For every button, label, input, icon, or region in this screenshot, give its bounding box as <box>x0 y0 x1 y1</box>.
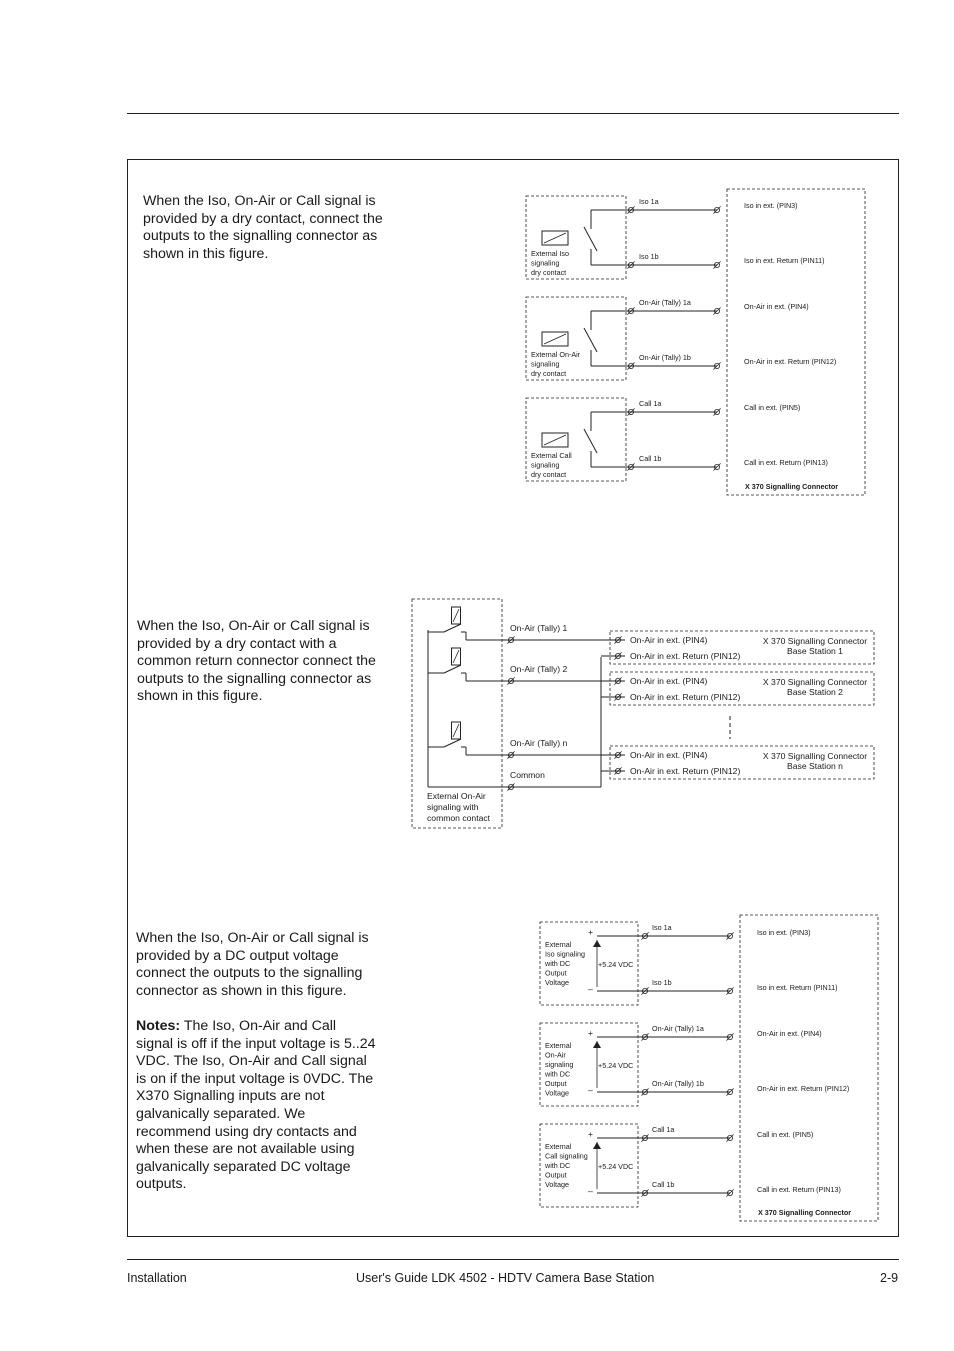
connector-label: X 370 Signalling Connector <box>758 1208 852 1217</box>
base-station-name: Base Station 1 <box>787 646 843 656</box>
section3-paragraph: When the Iso, On-Air or Call signal is provided by a DC output voltage connect the outputs to the signalling connector as shown in this figure. <box>136 930 369 999</box>
diagram-label: Iso in ext. (PIN3) <box>757 928 811 937</box>
dc-box-label: Output <box>545 968 567 978</box>
diagram-label: On-Air (Tally) 1a <box>652 1024 704 1033</box>
notes-text: The Iso, On-Air and Call signal is off if the input voltage is 5..24 VDC. The Iso, On-Air and Call signal is on if the input voltage is 0VDC. The X370 Signalling inputs are not galvanically separated. We recommend using dry contacts and when these are not available using galvanically separated DC voltage outputs. <box>136 1017 376 1193</box>
pin-label: On-Air in ext. (PIN4) <box>630 676 708 686</box>
switch-blade <box>444 739 461 747</box>
common-line-label: Common <box>510 770 545 780</box>
dc-box-label: Voltage <box>545 1088 569 1098</box>
contact-box-label: signaling <box>531 460 560 470</box>
contact-box-label: signaling <box>531 359 560 369</box>
connector-box <box>740 915 878 1221</box>
page-number: 2-9 <box>880 1271 899 1285</box>
diagram-label: Iso in ext. (PIN3) <box>744 201 798 210</box>
pin-label: On-Air in ext. Return (PIN12) <box>630 766 741 776</box>
section1-paragraph: When the Iso, On-Air or Call signal is provided by a dry contact, connect the outputs to the signalling connector as shown in this figure. <box>143 193 383 262</box>
diagram-label: On-Air in ext. Return (PIN12) <box>757 1084 850 1093</box>
dc-box-label: Voltage <box>545 978 569 987</box>
tally-line-label: On-Air (Tally) 1 <box>510 623 568 633</box>
voltage-label: +5.24 VDC <box>598 960 634 969</box>
connector-label: X 370 Signalling Connector <box>745 482 839 491</box>
relay-diagonal <box>544 233 566 243</box>
footer-rule <box>127 1259 899 1260</box>
footer-title: User's Guide LDK 4502 - HDTV Camera Base Station <box>356 1271 655 1285</box>
diagram-label: On-Air in ext. (PIN4) <box>757 1029 822 1038</box>
connector-title: X 370 Signalling Connector <box>762 677 868 687</box>
footer-section: Installation <box>127 1271 187 1285</box>
diagram-label: On-Air in ext. (PIN4) <box>744 302 809 311</box>
plus-sign: + <box>588 927 594 937</box>
plus-sign: + <box>588 1028 594 1038</box>
diagram-label: Iso 1b <box>652 978 672 987</box>
arrow-head <box>593 1142 601 1149</box>
switch-blade <box>584 429 597 453</box>
diagram-label: Iso in ext. Return (PIN11) <box>744 256 825 265</box>
voltage-label: +5.24 VDC <box>598 1162 634 1171</box>
relay-diagonal <box>544 334 566 344</box>
contact-box-label: dry contact <box>531 470 567 479</box>
switch-blade <box>444 665 461 673</box>
diagram-label: Call 1a <box>652 1125 675 1134</box>
base-station-name: Base Station 2 <box>787 687 843 697</box>
arrow-head <box>593 1041 601 1048</box>
dc-box-label: Output <box>545 1079 567 1088</box>
contact-box-label: dry contact <box>531 268 567 277</box>
connector-title: X 370 Signalling Connector <box>762 751 868 761</box>
relay-diagonal <box>453 650 459 663</box>
dc-box-label: Voltage <box>545 1180 569 1189</box>
voltage-label: +5.24 VDC <box>598 1061 634 1070</box>
relay-diagonal <box>544 435 566 445</box>
pin-label: On-Air in ext. (PIN4) <box>630 635 708 645</box>
contact-box-label: External Iso <box>531 249 569 258</box>
minus-sign: – <box>588 984 593 994</box>
diagram-label: On-Air in ext. Return (PIN12) <box>744 357 837 366</box>
diagram-label: On-Air (Tally) 1a <box>639 298 691 307</box>
contact-box-label: External Call <box>531 451 572 460</box>
dc-box-label: with DC <box>545 1161 571 1170</box>
dc-box-label: signaling <box>545 1060 574 1069</box>
diagram-label: Call in ext. (PIN5) <box>744 403 801 412</box>
dc-box-label: Iso signaling <box>545 949 585 959</box>
connector-title: X 370 Signalling Connector <box>762 636 868 646</box>
dc-box-label: with DC <box>545 1069 571 1079</box>
section2-paragraph: When the Iso, On-Air or Call signal is provided by a dry contact with a common return connector connect the outputs to the signalling connector as shown in this figure. <box>137 618 376 705</box>
pin-label: On-Air in ext. Return (PIN12) <box>630 692 741 702</box>
dc-box-label: On-Air <box>545 1050 566 1060</box>
dc-box-label: Call signaling <box>545 1151 588 1161</box>
contact-box-label: dry contact <box>531 369 567 378</box>
dc-box-label: External <box>545 940 572 949</box>
minus-sign: – <box>588 1186 593 1196</box>
diagram-label: On-Air (Tally) 1b <box>639 353 691 362</box>
diagram-label: Iso 1b <box>639 252 659 261</box>
switch-blade <box>584 227 597 251</box>
minus-sign: – <box>588 1085 593 1095</box>
relay-diagonal <box>453 609 459 622</box>
diagram-label: Call 1b <box>639 454 662 463</box>
common-box-label: common contact <box>427 813 491 823</box>
notes-label: Notes: <box>136 1017 181 1034</box>
relay-diagonal <box>453 724 459 737</box>
diagram-label: On-Air (Tally) 1b <box>652 1079 704 1088</box>
diagram-label: Iso 1a <box>639 197 659 206</box>
connector-box <box>727 189 865 495</box>
common-box-label: signaling with <box>427 802 479 812</box>
plus-sign: + <box>588 1129 594 1139</box>
contact-box-label: signaling <box>531 258 560 268</box>
pin-label: On-Air in ext. Return (PIN12) <box>630 651 741 661</box>
diagram-label: Call in ext. Return (PIN13) <box>757 1185 841 1194</box>
tally-line-label: On-Air (Tally) 2 <box>510 664 568 674</box>
diagram-label: Call 1b <box>652 1180 675 1189</box>
pin-label: On-Air in ext. (PIN4) <box>630 750 708 760</box>
dc-box-label: External <box>545 1041 572 1050</box>
diagram-label: Call 1a <box>639 399 662 408</box>
diagram-label: Iso in ext. Return (PIN11) <box>757 983 838 992</box>
base-station-name: Base Station n <box>787 761 843 771</box>
diagram-label: Call in ext. Return (PIN13) <box>744 458 828 467</box>
diagram-label: Iso 1a <box>652 923 672 932</box>
common-box-label: External On-Air <box>427 791 486 801</box>
contact-box-label: External On-Air <box>531 350 581 359</box>
diagram-label: Call in ext. (PIN5) <box>757 1130 814 1139</box>
dc-box-label: Output <box>545 1170 567 1180</box>
tally-line-label: On-Air (Tally) n <box>510 738 568 748</box>
dc-box-label: External <box>545 1142 572 1151</box>
switch-blade <box>444 624 461 632</box>
switch-blade <box>584 328 597 352</box>
arrow-head <box>593 940 601 947</box>
dc-box-label: with DC <box>545 959 571 968</box>
